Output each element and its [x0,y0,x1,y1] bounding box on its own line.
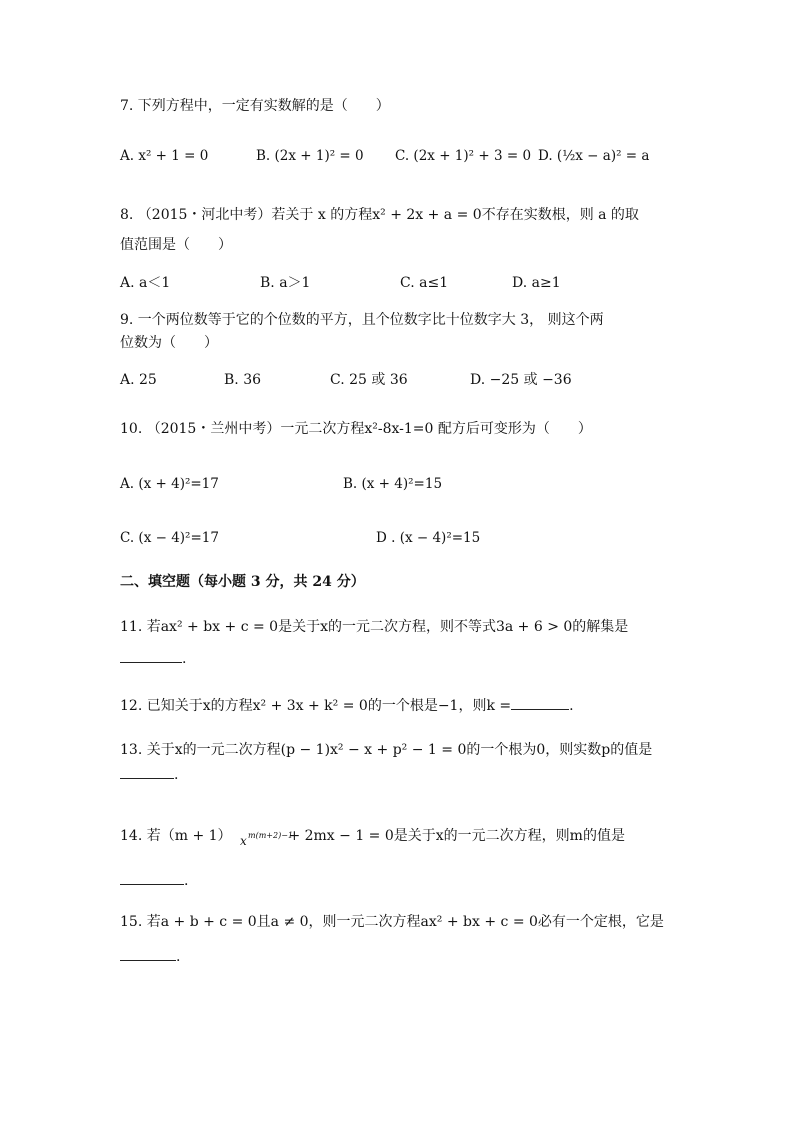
question-11-answer-line [120,648,186,669]
question-13-answer-line [120,764,178,785]
question-8-option-a: A. a＜1 [120,275,171,291]
question-10-option-c: C. (x − 4)²=17 [120,530,219,546]
question-13-period: . [174,767,179,783]
question-12-period: . [569,698,574,714]
question-10-option-a: A. (x + 4)²=17 [120,476,219,492]
question-11-period: . [182,651,187,667]
question-8-stem-line1: 8. （2015・河北中考）若关于 x 的方程x² + 2x + a = 0不存在实数根，则 a 的取 [120,207,639,223]
section-heading-fill-in: 二、填空题（每小题 3 分，共 24 分） [120,574,365,590]
question-7-option-a: A. x² + 1 = 0 [120,148,209,164]
question-14-period: . [184,873,189,889]
question-14-base: x [239,834,247,848]
answer-blank[interactable] [120,946,176,961]
question-14-line [120,826,625,846]
question-15-period: . [176,949,181,965]
question-9-option-b: B. 36 [224,372,262,388]
question-12-line [120,695,574,716]
question-13-stem: 13. 关于x的一元二次方程(p − 1)x² − x + p² − 1 = 0的一个根为0，则实数p的值是 [120,742,653,758]
question-15-answer-line [120,946,180,967]
question-10-option-b: B. (x + 4)²=15 [343,476,443,492]
question-9-option-c: C. 25 或 36 [330,372,408,388]
question-10-stem: 10. （2015・兰州中考）一元二次方程x²-8x-1=0 配方后可变形为（ ） [120,421,592,437]
answer-blank[interactable] [120,764,174,779]
question-14-stem-pre: 14. 若（m + 1） [120,828,232,844]
question-8-option-d: D. a≥1 [512,275,561,291]
question-9-stem-line1: 9. 一个两位数等于它的个位数的平方，且个位数字比十位数字大 3， 则这个两 [120,312,604,328]
question-7-option-b: B. (2x + 1)² = 0 [256,148,364,164]
question-7-option-d: D. (½x − a)² = a [538,148,650,164]
question-8-stem-line2: 值范围是（ ） [120,237,232,253]
question-9-option-a: A. 25 [120,372,157,388]
question-12-stem: 12. 已知关于x的方程x² + 3x + k² = 0的一个根是−1，则k = [120,698,512,714]
question-10-option-d: D . (x − 4)²=15 [376,530,481,546]
question-9-stem-line2: 位数为（ ） [120,335,218,351]
answer-blank[interactable] [120,870,184,885]
question-8-option-b: B. a＞1 [260,275,311,291]
question-14-answer-line [120,870,188,891]
question-8-option-c: C. a≤1 [400,275,449,291]
answer-blank[interactable] [120,648,182,663]
question-7-stem: 7. 下列方程中，一定有实数解的是（ ） [120,98,390,114]
question-14-stem-post: + 2mx − 1 = 0是关于x的一元二次方程，则m的值是 [288,828,625,844]
question-15-stem: 15. 若a + b + c = 0且a ≠ 0，则一元二次方程ax² + bx + c = 0必有一个定根，它是 [120,914,664,930]
question-9-option-d: D. −25 或 −36 [470,372,572,388]
question-7-option-c: C. (2x + 1)² + 3 = 0 [395,148,532,164]
question-11-stem: 11. 若ax² + bx + c = 0是关于x的一元二次方程，则不等式3a + 6 > 0的解集是 [120,619,629,635]
answer-blank[interactable] [511,695,569,710]
question-14-exponent: m(m+2)−1 [247,831,293,840]
